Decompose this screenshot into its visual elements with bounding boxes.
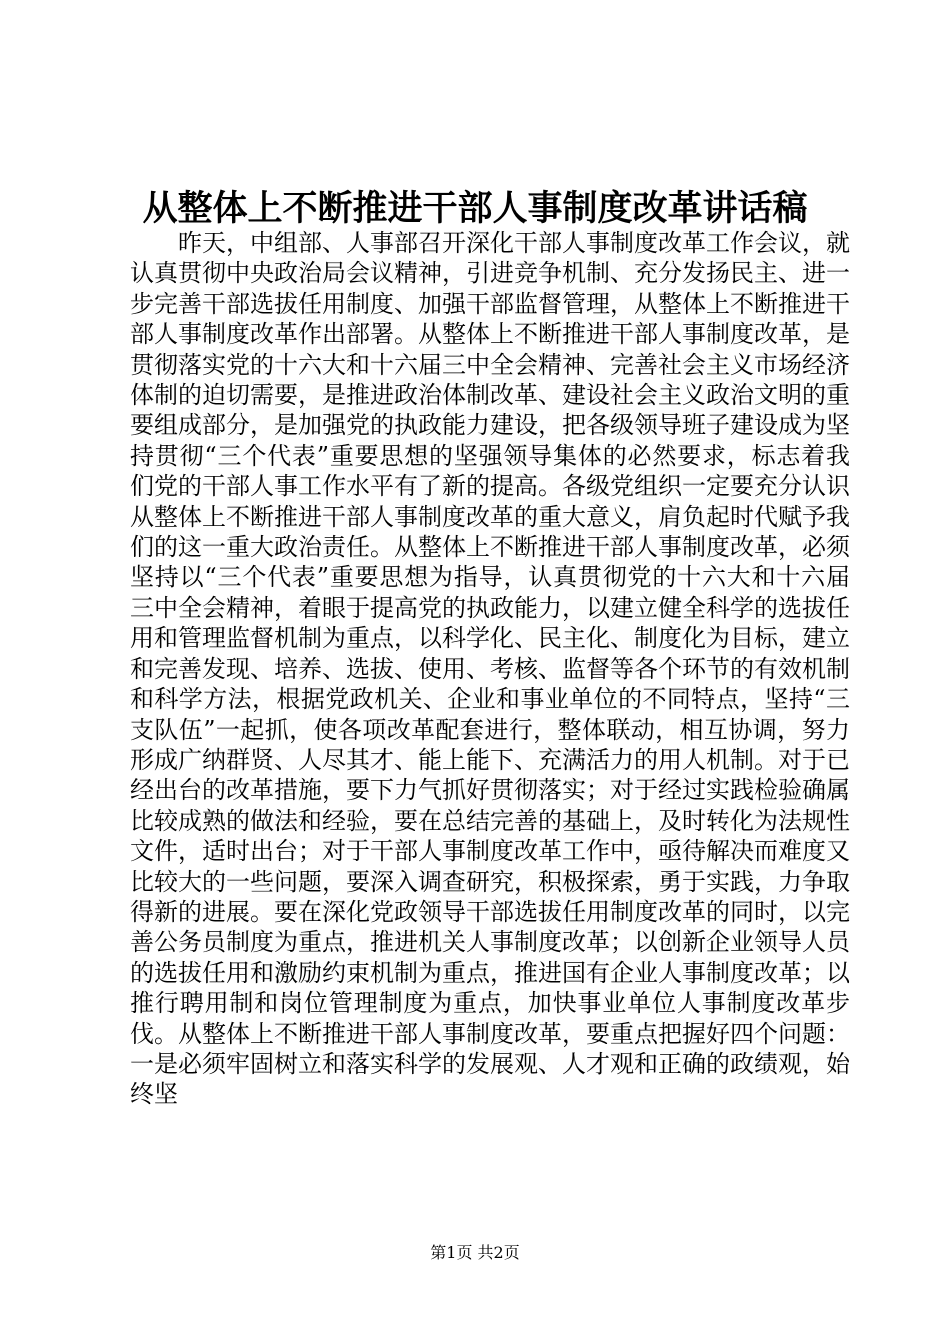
page-number-footer: 第1页 共2页 bbox=[430, 1243, 520, 1262]
document-title: 从整体上不断推进干部人事制度改革讲话稿 bbox=[142, 188, 808, 229]
document-body-paragraph: 昨天，中组部、人事部召开深化干部人事制度改革工作会议，就认真贯彻中央政治局会议精神，引进竞争机制、充分发扬民主、进一步完善干部选拔任用制度、加强干部监督管理，从整体上不断推进干部人事制度改革作出部署。从整体上不断推进干部人事制度改革，是贯彻落实党的十六大和十六届三中全会精神、完善社会主义市场经济体制的迫切需要，是推进政治体制改革、建设社会主义政治文明的重要组成部分，是加强党的执政能力建设，把各级领导班子建设成为坚持贯彻“三个代表”重要思想的坚强领导集体的必然要求，标志着我们党的干部人事工作水平有了新的提高。各级党组织一定要充分认识从整体上不断推进干部人事制度改革的重大意义，肩负起时代赋予我们的这一重大政治责任。从整体上不断推进干部人事制度改革，必须坚持以“三个代表”重要思想为指导，认真贯彻党的十六大和十六届三中全会精神，着眼于提高党的执政能力，以建立健全科学的选拔任用和管理监督机制为重点，以科学化、民主化、制度化为目标，建立和完善发现、培养、选拔、使用、考核、监督等各个环节的有效机制和科学方法，根据党政机关、企业和事业单位的不同特点，坚持“三支队伍”一起抓，使各项改革配套进行，整体联动，相互协调，努力形成广纳群贤、人尽其才、能上能下、充满活力的用人机制。对于已经出台的改革措施，要下力气抓好贯彻落实；对于经过实践检验确属比较成熟的做法和经验，要在总结完善的基础上，及时转化为法规性文件，适时出台；对于干部人事制度改革工作中，亟待解决而难度又比较大的一些问题，要深入调查研究，积极探索，勇于实践，力争取得新的进展。要在深化党政领导干部选拔任用制度改革的同时，以完善公务员制度为重点，推进机关人事制度改革；以创新企业领导人员的选拔任用和激励约束机制为重点，推进国有企业人事制度改革；以推行聘用制和岗位管理制度为重点，加快事业单位人事制度改革步伐。从整体上不断推进干部人事制度改革，要重点把握好四个问题：一是必须牢固树立和落实科学的发展观、人才观和正确的政绩观，始终坚 bbox=[130, 229, 850, 1109]
